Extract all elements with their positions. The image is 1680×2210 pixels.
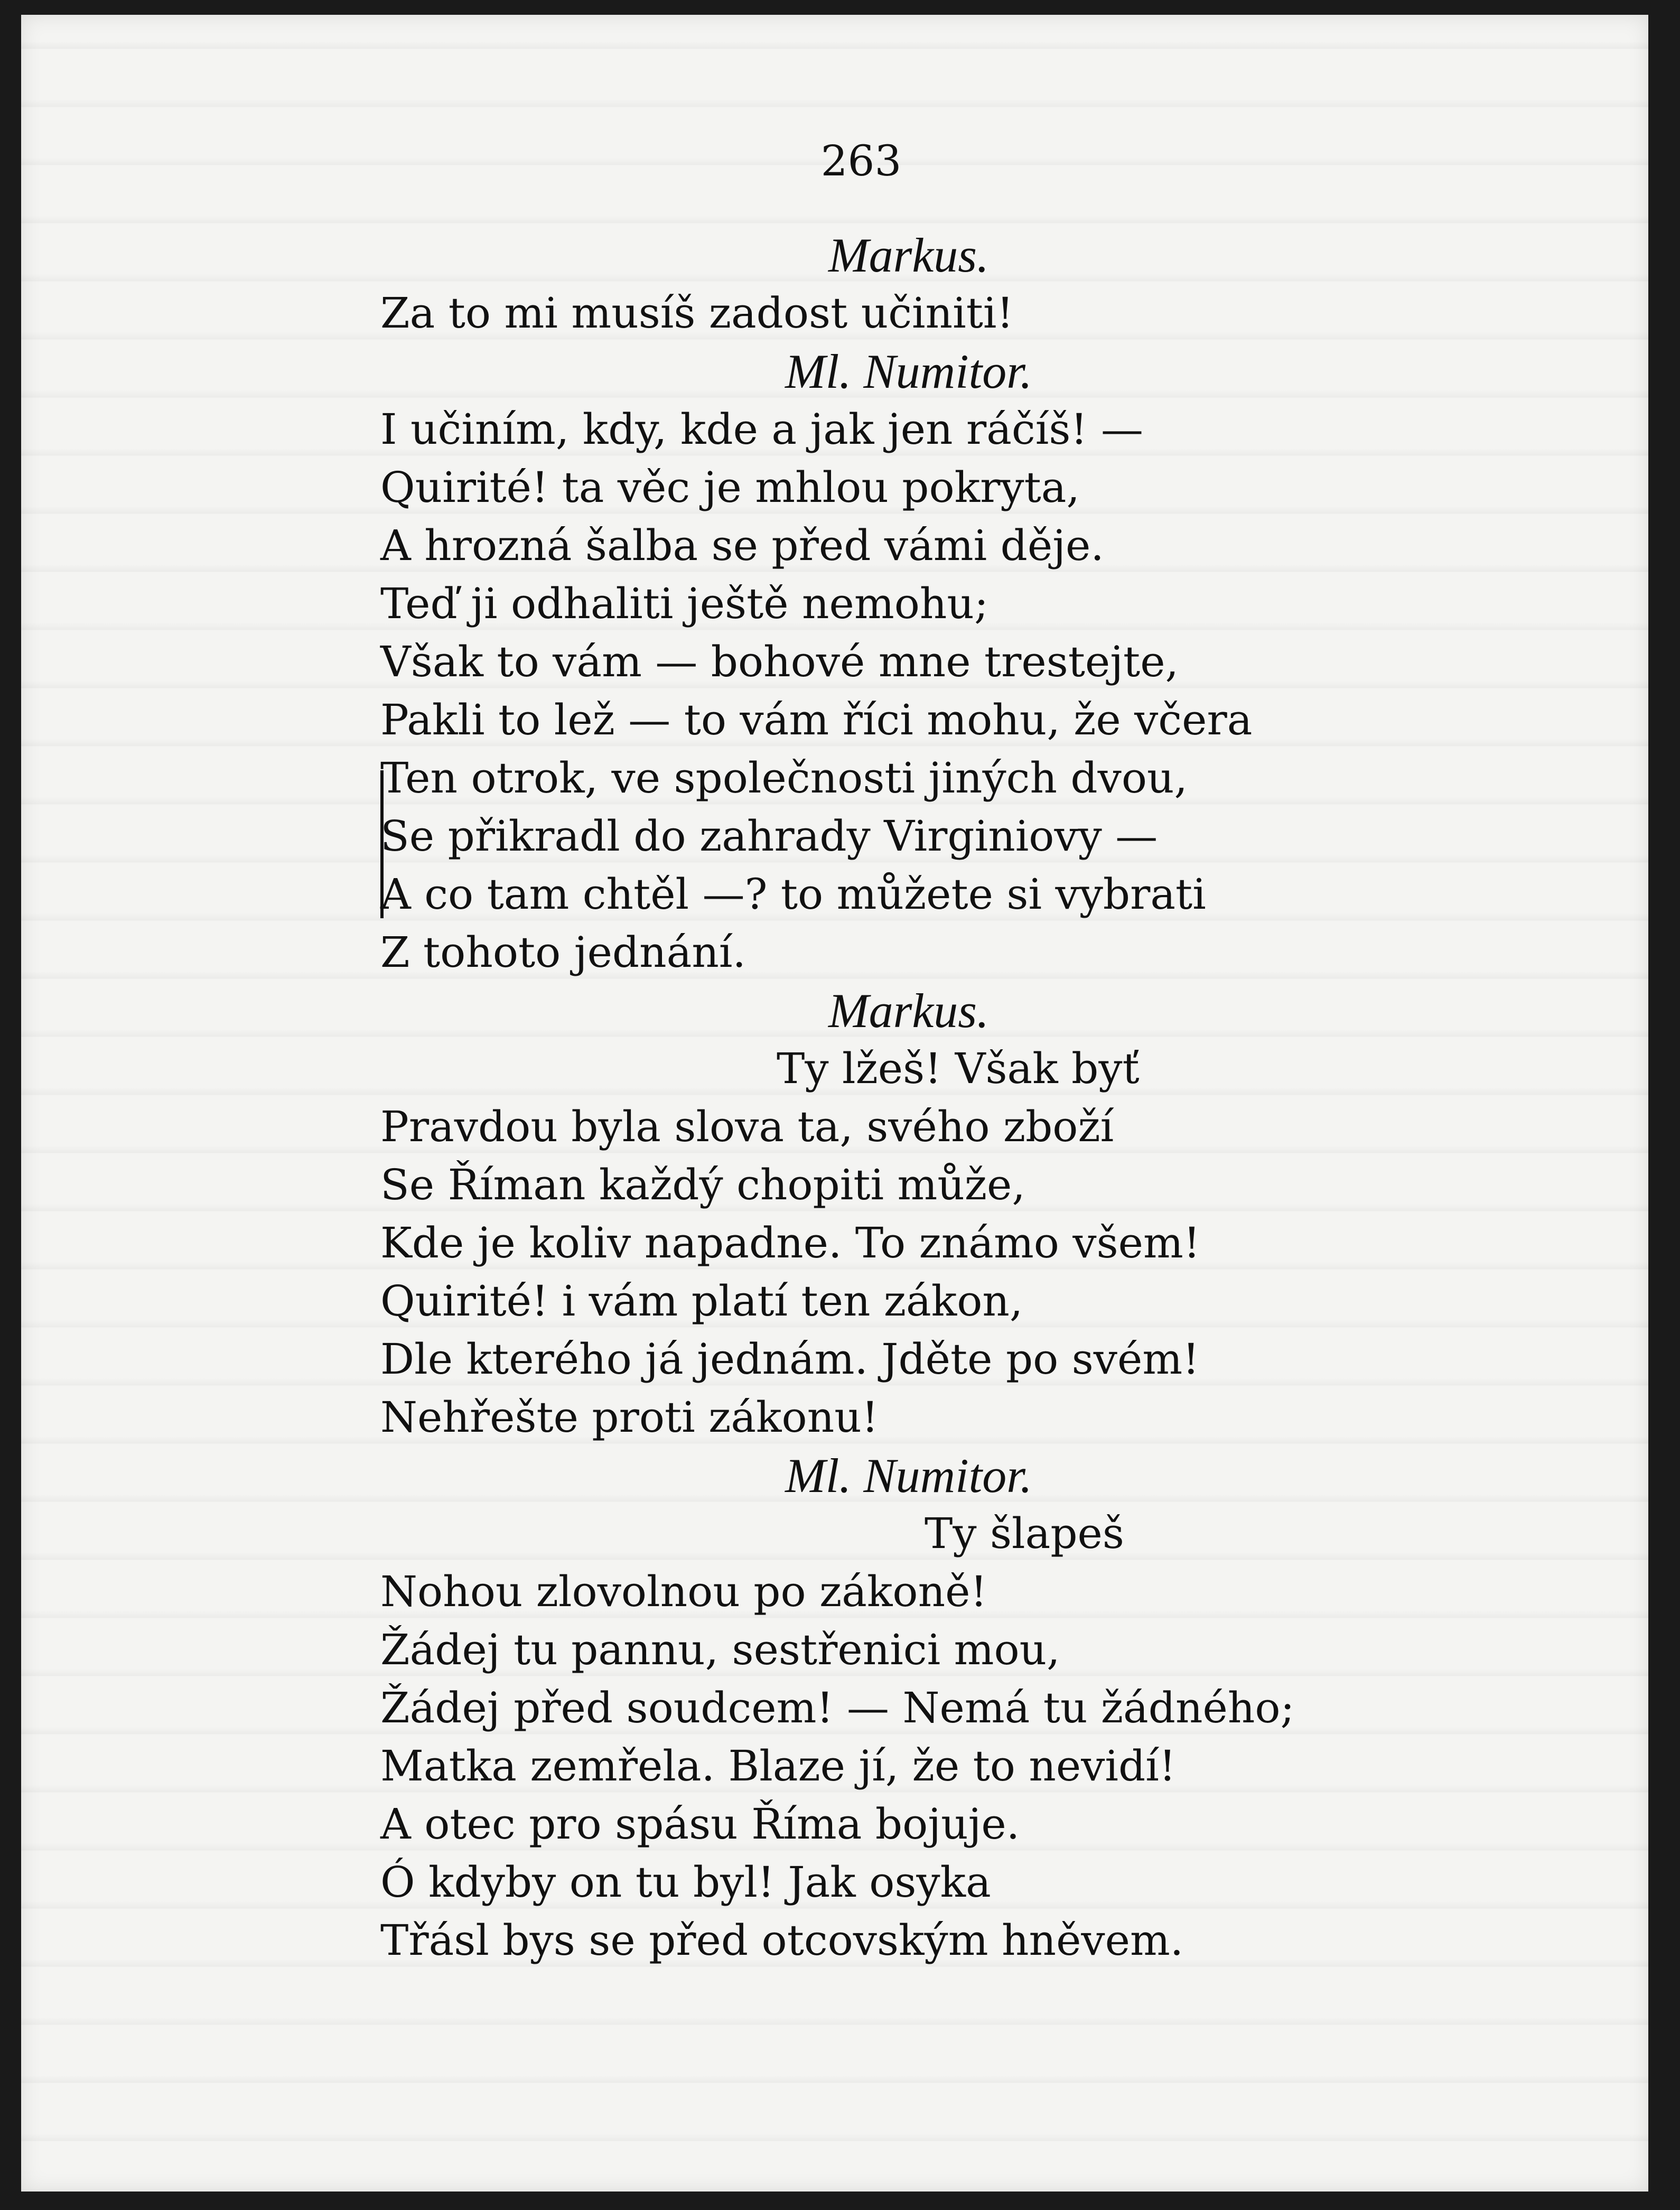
speaker-name: Ml. Numitor. <box>785 344 1032 398</box>
verse-line: A co tam chtěl —? to můžete si vybrati <box>380 870 1206 919</box>
verse-line: Nohou zlovolnou po zákoně! <box>380 1567 987 1616</box>
speaker-name: Ml. Numitor. <box>785 1449 1032 1503</box>
verse-line: Matka zemřela. Blaze jí, že to nevidí! <box>380 1741 1176 1791</box>
verse-line: Ty šlapeš <box>925 1509 1124 1558</box>
verse-line: Se přikradl do zahrady Virginiovy — <box>380 812 1158 861</box>
verse-line: Ten otrok, ve společnosti jiných dvou, <box>380 753 1188 803</box>
verse-text-block <box>380 226 1437 1970</box>
verse-line: Nehřešte proti zákonu! <box>380 1393 879 1442</box>
verse-line: Pakli to lež — to vám říci mohu, že včera <box>380 695 1253 744</box>
verse-line: Quirité! i vám platí ten zákon, <box>380 1276 1023 1326</box>
verse-line: Ty lžeš! Však byť <box>777 1044 1140 1093</box>
verse-line: Však to vám — bohové mne trestejte, <box>380 637 1179 686</box>
book-page <box>21 15 1648 2192</box>
verse-line: Třásl bys se před otcovským hněvem. <box>380 1916 1184 1965</box>
verse-line: Se Říman každý chopiti může, <box>380 1160 1025 1209</box>
page-number: 263 <box>820 136 902 185</box>
verse-line: Z tohoto jednání. <box>380 928 746 977</box>
verse-line: Quirité! ta věc je mhlou pokryta, <box>380 463 1080 512</box>
verse-line: Ó kdyby on tu byl! Jak osyka <box>380 1858 991 1907</box>
verse-line: Kde je koliv napadne. To známo všem! <box>380 1218 1200 1267</box>
verse-line: Žádej tu pannu, sestřenici mou, <box>380 1625 1060 1674</box>
verse-line: A hrozná šalba se před vámi děje. <box>380 521 1104 570</box>
verse-line: Žádej před soudcem! — Nemá tu žádného; <box>380 1683 1295 1732</box>
speaker-name: Markus. <box>828 228 990 282</box>
verse-line: Teď ji odhaliti ještě nemohu; <box>380 579 988 628</box>
verse-line: Pravdou byla slova ta, svého zboží <box>380 1102 1114 1151</box>
verse-line: A otec pro spásu Říma bojuje. <box>380 1799 1020 1849</box>
verse-line: Za to mi musíš zadost učiniti! <box>380 288 1014 338</box>
verse-line: Dle kterého já jednám. Jděte po svém! <box>380 1335 1200 1384</box>
speaker-name: Markus. <box>828 984 990 1038</box>
verse-line: I učiním, kdy, kde a jak jen ráčíš! — <box>380 405 1143 454</box>
